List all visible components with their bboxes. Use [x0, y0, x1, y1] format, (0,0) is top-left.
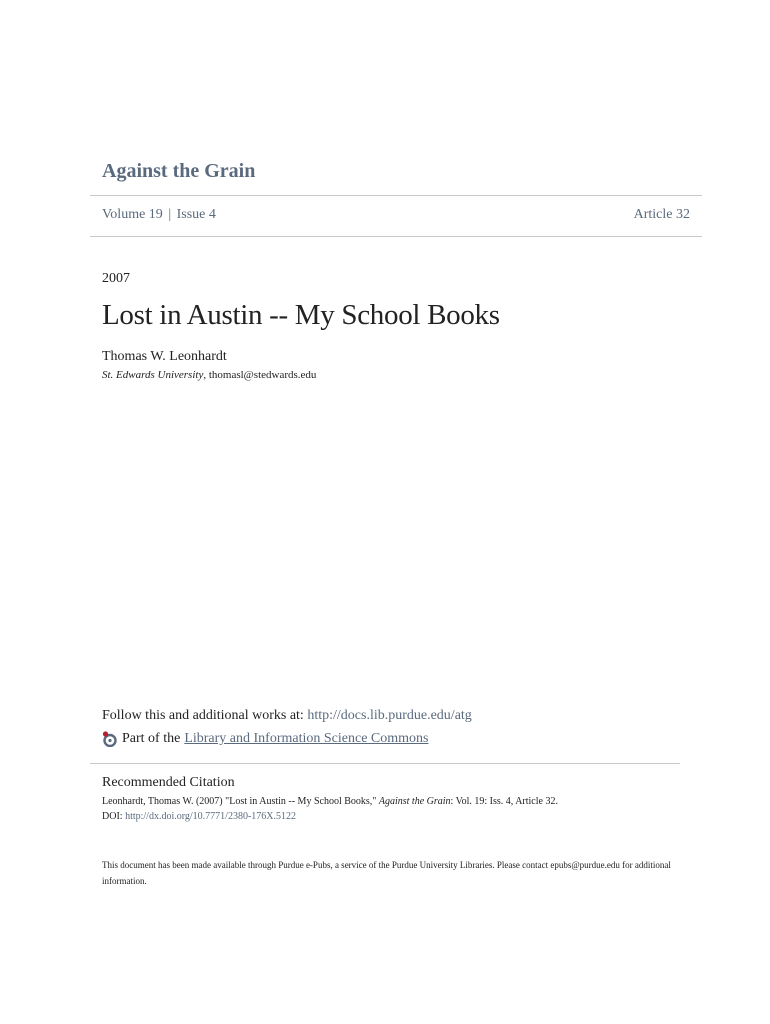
commons-network-icon: [102, 731, 118, 747]
author-name: Thomas W. Leonhardt: [102, 349, 227, 364]
commons-link[interactable]: Library and Information Science Commons: [184, 731, 429, 746]
journal-title[interactable]: Against the Grain: [102, 160, 256, 182]
follow-line: [102, 708, 472, 724]
follow-text: Follow this and additional works at:: [102, 708, 308, 723]
volume-issue-separator: |: [168, 207, 172, 222]
author-email: , thomasl@stedwards.edu: [203, 369, 317, 381]
citation-prefix: Leonhardt, Thomas W. (2007) "Lost in Austin -- My School Books,": [102, 796, 379, 807]
issue-link[interactable]: Issue 4: [176, 207, 216, 222]
disclaimer-text: This document has been made available through Purdue e-Pubs, a service of the Purdue University Libraries. Please contact epubs@purdue.edu for additional information.: [102, 860, 671, 886]
follow-url-link[interactable]: http://docs.lib.purdue.edu/atg: [307, 708, 472, 723]
article-number: Article 32: [633, 207, 690, 222]
publication-year: 2007: [102, 271, 130, 286]
citation-divider: [90, 763, 680, 764]
doi-link[interactable]: http://dx.doi.org/10.7771/2380-176X.5122: [125, 811, 296, 822]
volume-issue: [102, 207, 216, 223]
citation-suffix: : Vol. 19: Iss. 4, Article 32.: [450, 796, 558, 807]
citation-doi: [102, 811, 296, 822]
volume-link[interactable]: Volume 19: [102, 207, 163, 222]
doi-label: DOI:: [102, 811, 126, 822]
header-divider-top: [90, 195, 702, 196]
recommended-citation-heading: Recommended Citation: [102, 775, 235, 790]
header-divider-bottom: [90, 236, 702, 237]
part-of-line: [102, 731, 429, 747]
author-affiliation: [102, 369, 316, 381]
citation-text: [102, 796, 558, 807]
article-title: Lost in Austin -- My School Books: [102, 299, 500, 331]
part-of-text: Part of the: [122, 731, 181, 746]
citation-journal: Against the Grain: [378, 796, 451, 807]
author-institution: St. Edwards University: [102, 369, 204, 381]
